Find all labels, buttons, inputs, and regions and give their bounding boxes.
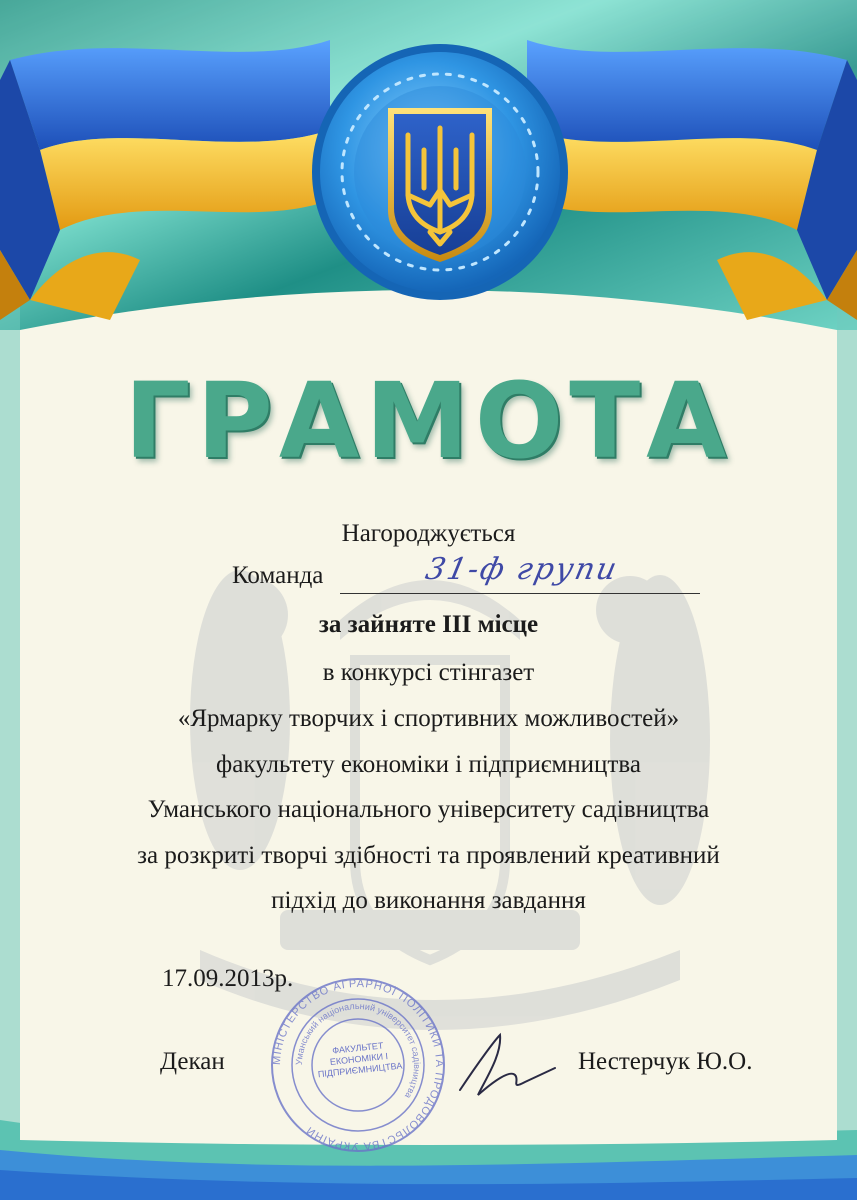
dean-signature	[440, 1020, 560, 1110]
event-line: «Ярмарку творчих і спортивних можливостей»	[177, 705, 680, 732]
reason-line-2: підхід до виконання завдання	[271, 887, 586, 914]
team-label: Команда	[232, 562, 324, 589]
stamp-inner-text: Уманський національний університет садівництва	[293, 1000, 423, 1101]
contest-line: в конкурсі стінгазет	[322, 659, 535, 686]
stamp-outer-text: МІНІСТЕРСТВО АГРАРНОЇ ПОЛІТИКИ ТА ПРОДОВОЛЬСТВА УКРАЇНИ	[270, 977, 446, 1153]
reason-line-1: за розкриті творчі здібності та проявлений креативний	[137, 842, 720, 869]
team-value-handwritten: 31-ф групи	[422, 552, 622, 587]
team-row	[232, 552, 702, 600]
team-underline	[340, 593, 700, 594]
university-line: Уманського національного університету садівництва	[147, 796, 710, 823]
certificate-date: 17.09.2013р.	[162, 965, 294, 992]
dean-label: Декан	[160, 1048, 225, 1075]
place-line: за зайняте ІІІ місце	[318, 611, 539, 638]
certificate-title: ГРАМОТА	[124, 360, 733, 482]
stamp-center-text: ФАКУЛЬТЕТ ЕКОНОМІКИ І ПІДПРИЄМНИЦТВА	[317, 1040, 403, 1080]
awarded-line: Нагороджується	[341, 520, 516, 547]
faculty-line: факультету економіки і підприємництва	[216, 751, 641, 778]
dean-name: Нестерчук Ю.О.	[578, 1048, 753, 1075]
